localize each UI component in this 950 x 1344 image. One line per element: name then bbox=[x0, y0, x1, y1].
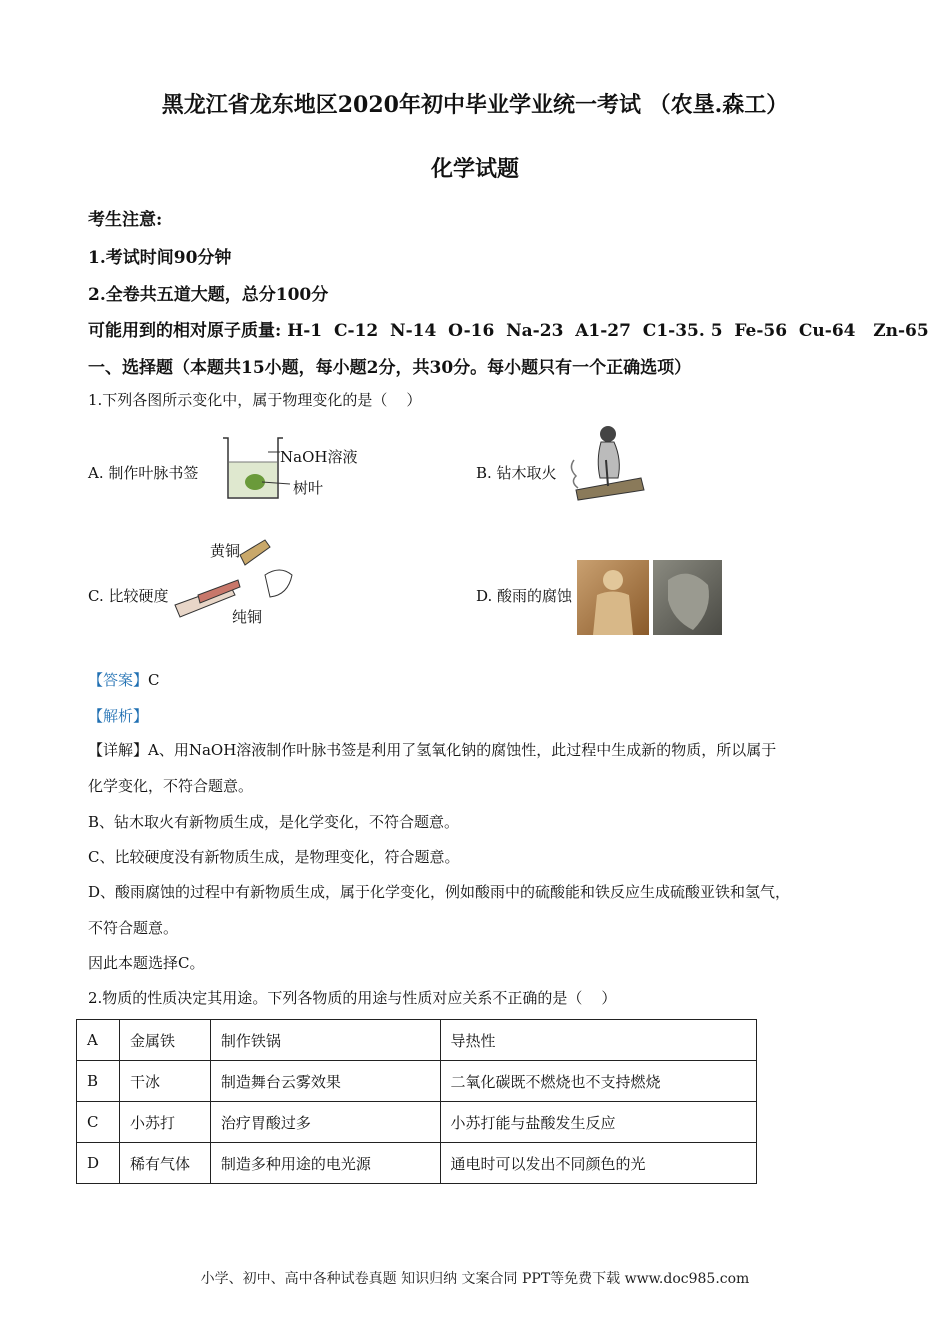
table-row bbox=[77, 1102, 757, 1143]
answer-value: C bbox=[148, 671, 160, 689]
option-cell: C bbox=[77, 1102, 120, 1143]
detail-line-2: 化学变化，不符合题意。 bbox=[88, 777, 254, 795]
analysis-tag: 【解析】 bbox=[88, 707, 149, 725]
footer-text: 小学、初中、高中各种试卷真题 知识归纳 文案合同 PPT等免费下载 www.doc985.com bbox=[200, 1271, 750, 1287]
property-cell: 通电时可以发出不同颜色的光 bbox=[440, 1143, 757, 1184]
detail-tag: 【详解】 bbox=[88, 741, 149, 759]
detail-line-1 bbox=[88, 740, 776, 760]
notice-item-time: 1.考试时间90分钟 bbox=[88, 248, 232, 268]
brass-label: 黄铜 bbox=[210, 542, 241, 560]
atomic-masses: 可能用到的相对原子质量: H-1 C-12 N-14 O-16 Na-23 A1-27 C1-35. 5 Fe-56 Cu-64 Zn-65 bbox=[88, 321, 929, 341]
option-d-label: D. 酸雨的腐蚀 bbox=[476, 587, 573, 605]
question-2-table bbox=[76, 1019, 757, 1184]
detail-b: B、钻木取火有新物质生成，是化学变化，不符合题意。 bbox=[88, 813, 460, 831]
option-a-label: A. 制作叶脉书签 bbox=[88, 464, 199, 482]
page-subtitle: 化学试题 bbox=[430, 156, 519, 182]
notice-item-score: 2.全卷共五道大题，总分100分 bbox=[88, 285, 329, 305]
fire-drill-figure bbox=[566, 420, 648, 504]
detail-c: C、比较硬度没有新物质生成，是物理变化，符合题意。 bbox=[88, 848, 460, 866]
naoh-label: NaOH溶液 bbox=[280, 448, 358, 466]
table-row bbox=[77, 1143, 757, 1184]
substance-cell: 干冰 bbox=[119, 1061, 210, 1102]
option-cell: D bbox=[77, 1143, 120, 1184]
property-cell: 小苏打能与盐酸发生反应 bbox=[440, 1102, 757, 1143]
detail-d-2: 不符合题意。 bbox=[88, 919, 179, 937]
option-cell: B bbox=[77, 1061, 120, 1102]
use-cell: 制造多种用途的电光源 bbox=[210, 1143, 440, 1184]
question-2-stem: 2.物质的性质决定其用途。下列各物质的用途与性质对应关系不正确的是（ ） bbox=[88, 989, 617, 1007]
option-cell: A bbox=[77, 1020, 120, 1061]
property-cell: 二氧化碳既不燃烧也不支持燃烧 bbox=[440, 1061, 757, 1102]
option-c-label: C. 比较硬度 bbox=[88, 587, 169, 605]
property-cell: 导热性 bbox=[440, 1020, 757, 1061]
page-title: 黑龙江省龙东地区2020年初中毕业学业统一考试 （农垦.森工） bbox=[161, 92, 789, 118]
table-row bbox=[77, 1061, 757, 1102]
leaf-label: 树叶 bbox=[293, 479, 324, 497]
substance-cell: 小苏打 bbox=[119, 1102, 210, 1143]
statue-photo-1 bbox=[577, 560, 649, 635]
option-b-label: B. 钻木取火 bbox=[476, 464, 557, 482]
use-cell: 制作铁锅 bbox=[210, 1020, 440, 1061]
substance-cell: 金属铁 bbox=[119, 1020, 210, 1061]
conclusion: 因此本题选择C。 bbox=[88, 954, 205, 972]
use-cell: 治疗胃酸过多 bbox=[210, 1102, 440, 1143]
detail-d-1: D、酸雨腐蚀的过程中有新物质生成，属于化学变化，例如酸雨中的硫酸能和铁反应生成硫酸亚铁和氢气， bbox=[88, 883, 791, 901]
table-row bbox=[77, 1020, 757, 1061]
question-1-stem: 1.下列各图所示变化中，属于物理变化的是（ ） bbox=[88, 391, 422, 409]
answer-line bbox=[88, 670, 160, 690]
section-heading: 一、选择题（本题共15小题，每小题2分，共30分。每小题只有一个正确选项） bbox=[88, 358, 692, 378]
substance-cell: 稀有气体 bbox=[119, 1143, 210, 1184]
use-cell: 制造舞台云雾效果 bbox=[210, 1061, 440, 1102]
statue-photo-2 bbox=[653, 560, 722, 635]
pure-copper-label: 纯铜 bbox=[232, 608, 263, 626]
answer-tag: 【答案】 bbox=[88, 671, 149, 689]
detail-a-text: A、用NaOH溶液制作叶脉书签是利用了氢氧化钠的腐蚀性，此过程中生成新的物质，所以属于 bbox=[148, 741, 777, 759]
notice-heading: 考生注意: bbox=[88, 210, 163, 230]
